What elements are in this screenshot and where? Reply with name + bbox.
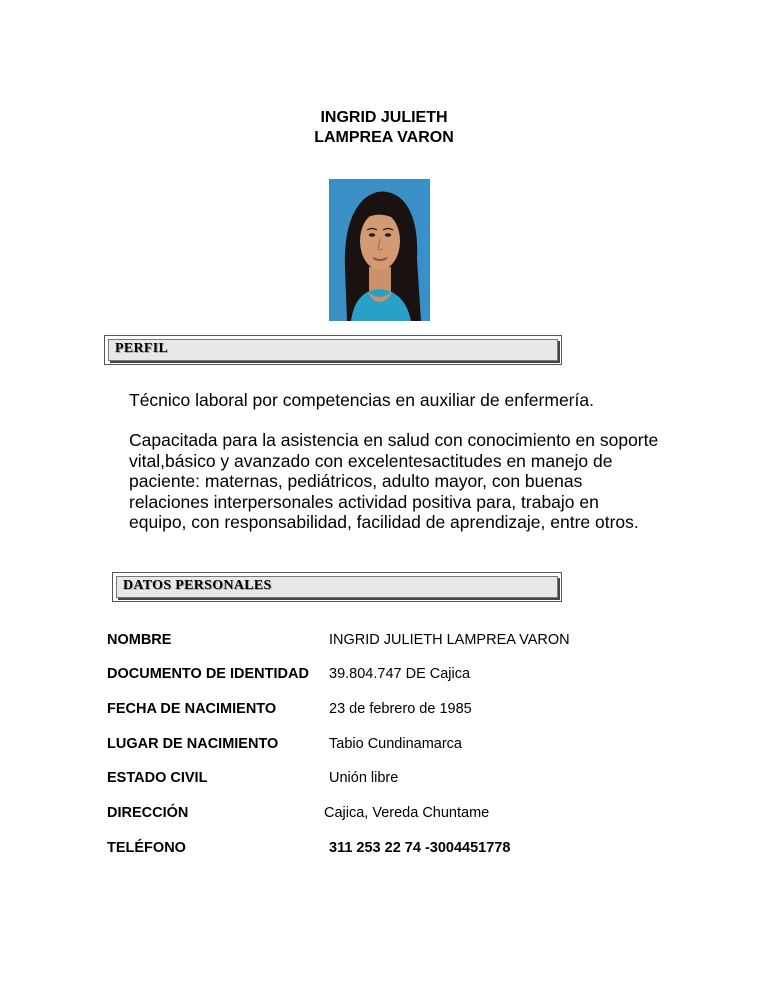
personal-data-row: [107, 840, 707, 860]
row-label-documento: DOCUMENTO DE IDENTIDAD: [107, 666, 309, 682]
row-value-nombre: INGRID JULIETH LAMPREA VARON: [329, 632, 570, 648]
row-label-direccion: DIRECCIÓN: [107, 805, 189, 821]
profile-summary-line: Técnico laboral por competencias en auxiliar de enfermería.: [129, 390, 594, 410]
personal-data-row: [107, 736, 707, 756]
row-value-fecha: 23 de febrero de 1985: [329, 701, 472, 717]
personal-data-row: [107, 666, 707, 686]
personal-data-row: [107, 632, 707, 652]
profile-description-line: Capacitada para la asistencia en salud con conocimiento en soporte: [129, 430, 659, 450]
row-value-lugar: Tabio Cundinamarca: [329, 736, 462, 752]
profile-description-line: vital,básico y avanzado con excelentesactitudes en manejo de: [129, 450, 613, 471]
personal-data-row: [107, 701, 707, 721]
profile-photo: [329, 179, 430, 321]
row-value-direccion: Cajica, Vereda Chuntame: [324, 805, 490, 821]
name-line-1: INGRID JULIETH: [320, 109, 448, 126]
profile-description-line: equipo, con responsabilidad, facilidad de aprendizaje, entre otros.: [129, 512, 639, 532]
profile-description: [129, 430, 674, 533]
row-label-nombre: NOMBRE: [107, 632, 172, 648]
personal-data-row: [107, 770, 707, 790]
row-label-lugar: LUGAR DE NACIMIENTO: [107, 736, 279, 752]
row-value-estado-civil: Unión libre: [329, 770, 399, 786]
row-label-telefono: TELÉFONO: [107, 840, 186, 856]
row-label-estado-civil: ESTADO CIVIL: [107, 770, 208, 786]
perfil-heading: PERFIL: [115, 341, 169, 356]
perfil-section-header: [104, 335, 562, 365]
row-label-fecha: FECHA DE NACIMIENTO: [107, 701, 277, 717]
personal-data-row: [107, 805, 707, 825]
datos-section-header: [112, 572, 562, 602]
datos-heading: DATOS PERSONALES: [123, 578, 272, 593]
profile-description-line: relaciones interpersonales actividad positiva para, trabajo en: [129, 491, 599, 512]
profile-description-line: paciente: maternas, pediátricos, adulto mayor, con buenas: [129, 471, 583, 491]
name-line-2: LAMPREA VARON: [314, 129, 454, 146]
row-value-telefono: 311 253 22 74 -3004451778: [329, 840, 511, 856]
row-value-documento: 39.804.747 DE Cajica: [329, 666, 471, 682]
